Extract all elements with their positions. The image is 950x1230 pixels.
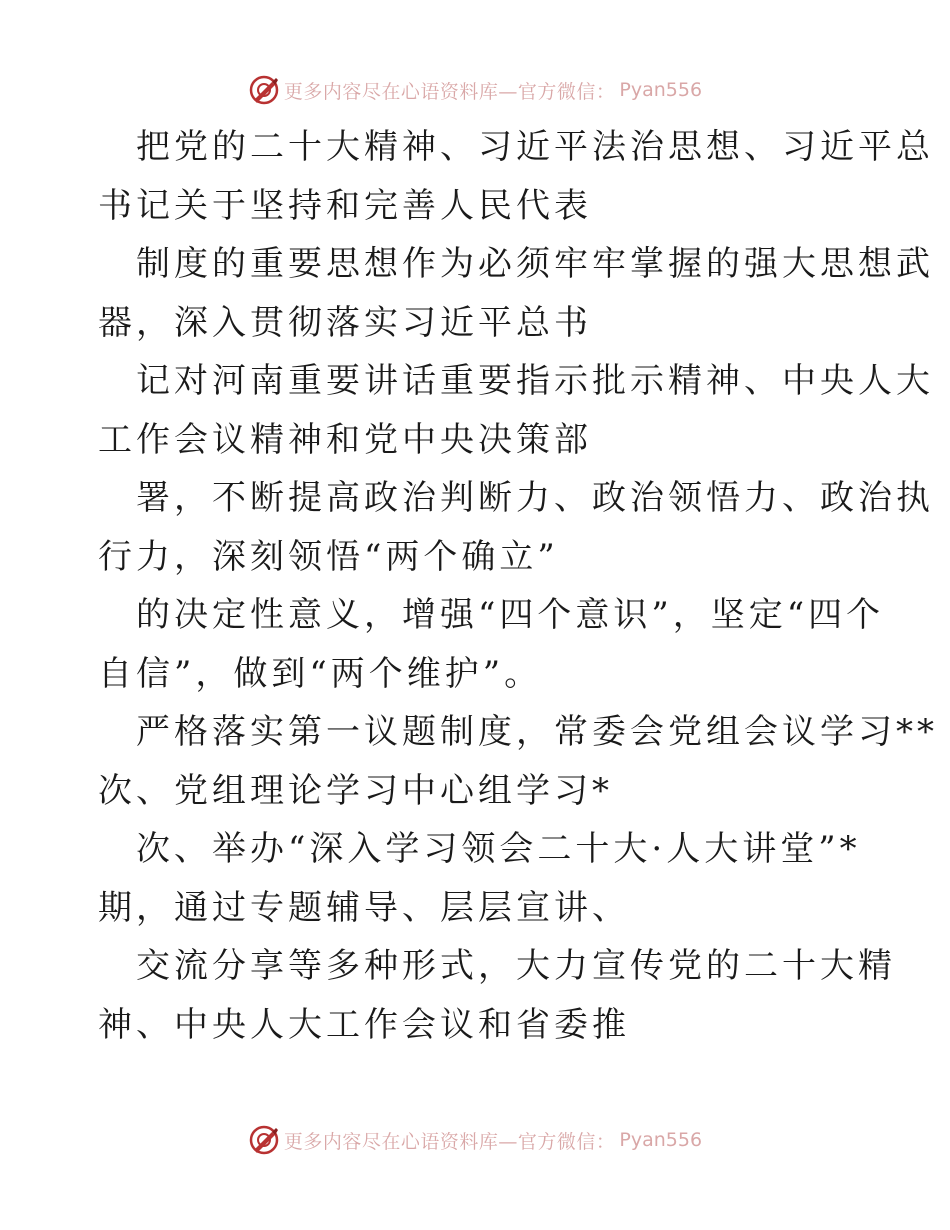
text-line: 署，不断提高政治判断力、政治领悟力、政治执 bbox=[136, 478, 934, 518]
document-body bbox=[98, 118, 938, 1054]
brand-logo-icon bbox=[248, 74, 280, 106]
text-line: 把党的二十大精神、习近平法治思想、习近平总 bbox=[136, 127, 934, 167]
text-line: 交流分享等多种形式，大力宣传党的二十大精 bbox=[136, 946, 896, 986]
text-line: 制度的重要思想作为必须牢牢掌握的强大思想武 bbox=[136, 244, 934, 284]
text-line: 神、中央人大工作会议和省委推 bbox=[98, 1004, 630, 1045]
watermark-text: 更多内容尽在心语资料库—官方微信： bbox=[283, 1130, 616, 1153]
watermark bbox=[248, 1124, 702, 1156]
footer-watermark bbox=[0, 1120, 950, 1160]
text-line: 次、党组理论学习中心组学习* bbox=[98, 770, 613, 811]
watermark-handle: Pyan556 bbox=[619, 79, 703, 101]
watermark-text: 更多内容尽在心语资料库—官方微信： bbox=[283, 80, 616, 103]
text-line: 记对河南重要讲话重要指示批示精神、中央人大 bbox=[136, 361, 934, 401]
text-line: 次、举办“深入学习领会二十大·人大讲堂”* bbox=[136, 829, 861, 869]
text-line: 工作会议精神和党中央决策部 bbox=[98, 419, 592, 460]
text-line: 严格落实第一议题制度，常委会党组会议学习** bbox=[136, 712, 938, 752]
text-line: 行力，深刻领悟“两个确立” bbox=[98, 536, 559, 577]
brand-logo-icon bbox=[248, 1124, 280, 1156]
text-line: 的决定性意义，增强“四个意识”，坚定“四个 bbox=[136, 595, 885, 635]
header-watermark bbox=[0, 70, 950, 110]
text-line: 书记关于坚持和完善人民代表 bbox=[98, 185, 592, 226]
watermark-handle: Pyan556 bbox=[619, 1129, 703, 1151]
watermark bbox=[248, 74, 702, 106]
text-line: 自信”，做到“两个维护”。 bbox=[98, 653, 543, 694]
text-line: 期，通过专题辅导、层层宣讲、 bbox=[98, 887, 630, 928]
text-line: 器，深入贯彻落实习近平总书 bbox=[98, 302, 592, 343]
